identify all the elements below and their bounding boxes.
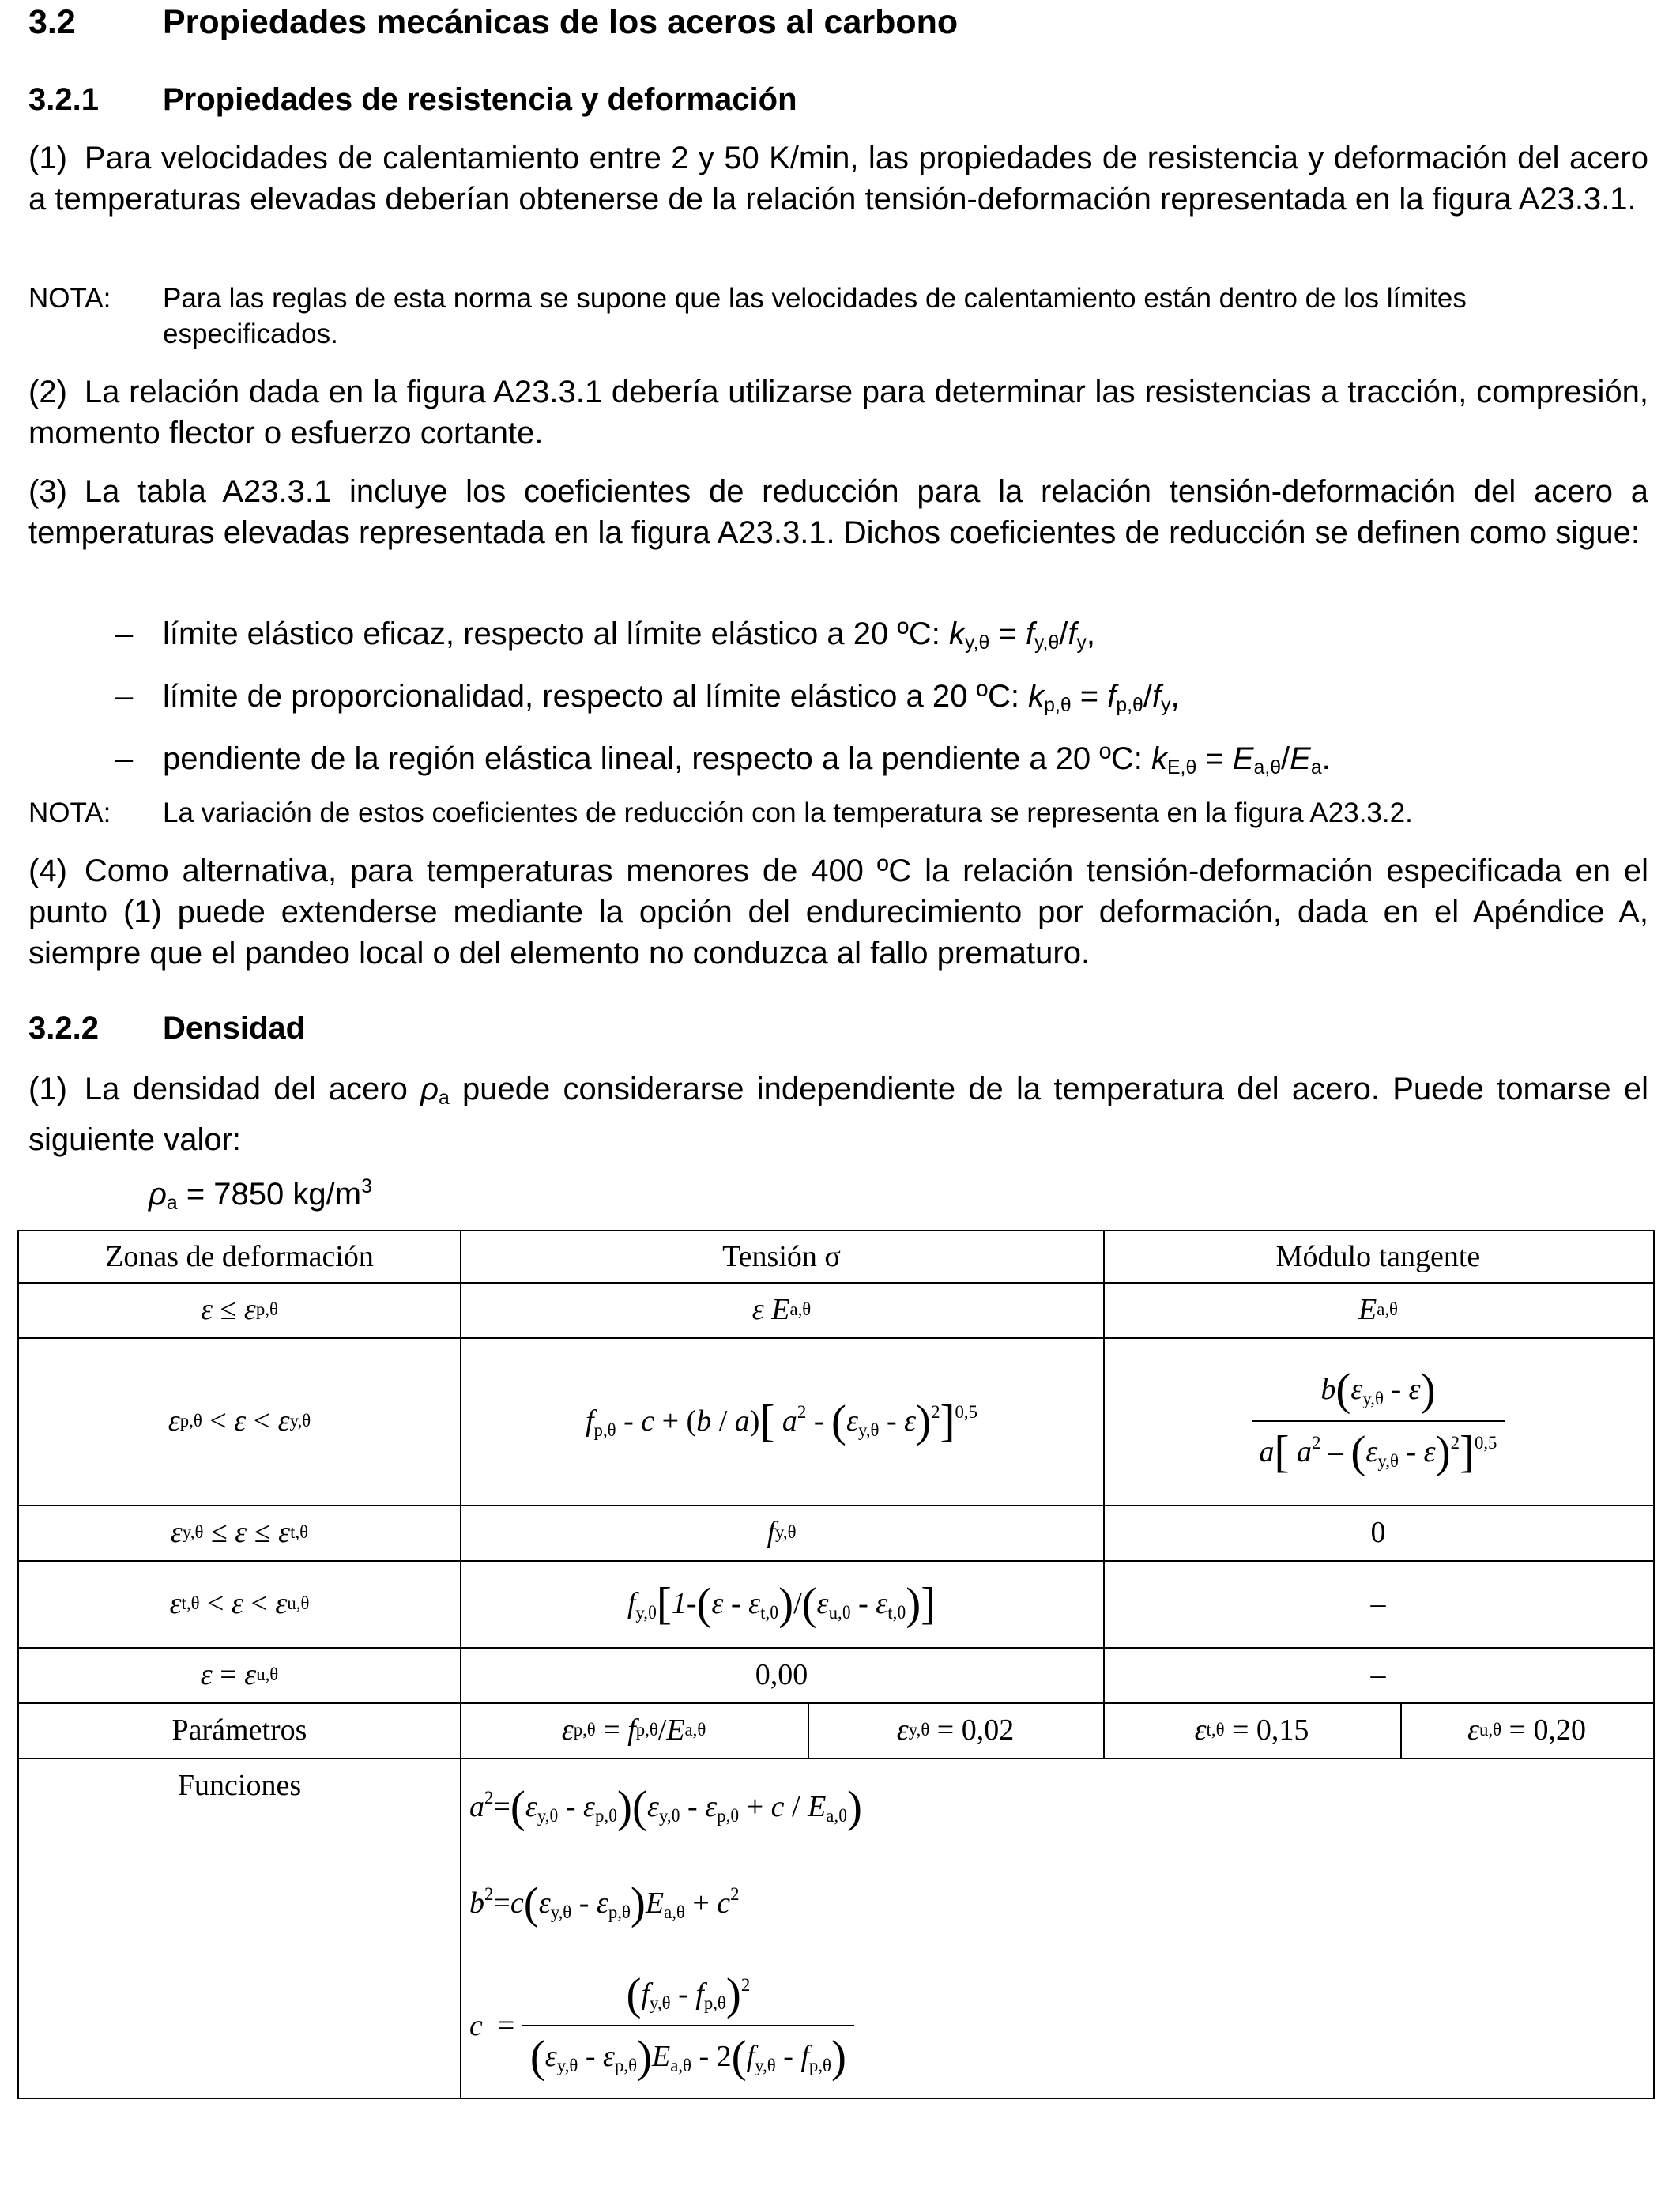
section-title: Propiedades mecánicas de los aceros al carbono [163, 3, 959, 41]
section-number: 3.2 [28, 3, 76, 41]
subsection-number: 3.2.1 [28, 82, 99, 117]
function-c: c = $\frac{(fy,\theta - fp,\theta)^2}{(\varepsilon y,\theta - \varepsilon p,\theta)Ea,\theta - 2(fy,\theta - fp,\theta)}$ [469, 1958, 854, 2093]
note-label: NOTA: [28, 283, 111, 314]
paragraph-1 [28, 138, 1648, 220]
bullet-dash: – [115, 741, 134, 776]
paragraph-4 [28, 850, 1648, 974]
bullet-dash: – [115, 616, 134, 651]
param-eps-t-value: = 0,15 [1232, 1713, 1309, 1747]
param-eps-p: ε p,θ = f p,θ / E a,θ [561, 1713, 706, 1747]
paragraph-text: puede considerarse independiente de la temperatura del acero. Puede tomarse el siguiente valor: [28, 1072, 1648, 1158]
stress-strain-table [17, 1230, 1655, 2099]
paragraph-text: Como alternativa, para temperaturas menores de 400 ºC la relación tensión-deformación especificada en el punto (1) puede extenderse mediante la opción del endurecimiento por deformación, dada en el Apéndice A, siempre que el pandeo local o del elemento no conduzca al fallo prematuro. [28, 854, 1648, 971]
paragraph-text: Para velocidades de calentamiento entre 2 y 50 K/min, las propiedades de resistencia y deformación del acero a temperaturas elevadas deberían obtenerse de la relación tensión-deformación representada en la figura A23.3.1. [28, 141, 1648, 217]
stress-ultimate: 0,00 [755, 1658, 808, 1691]
paragraph-number: (1) [28, 1072, 67, 1106]
bullet-dash: – [115, 679, 134, 714]
modulus-plateau: 0 [1370, 1516, 1386, 1549]
paragraph-number: (1) [28, 141, 67, 175]
paragraph-density: (1) La densidad del acero $\rho_a$ puede considerarse independiente de la temperatura del acero. Puede tomarse el siguiente valor: [28, 1072, 1648, 1158]
subsection-title: Densidad [163, 1011, 306, 1046]
parameters-label: Parámetros [171, 1713, 307, 1747]
param-eps-y: ε y,θ = 0,02 [896, 1713, 1015, 1747]
stress-plateau: f y,θ [767, 1516, 797, 1549]
stress-elastic: ε E a,θ [751, 1293, 812, 1326]
modulus-elastic: E a,θ [1358, 1293, 1398, 1326]
density-value: = 7850 kg/m [177, 1176, 362, 1212]
bullet-text: límite de proporcionalidad, respecto al límite elástico a 20 ºC: [163, 679, 1029, 714]
zone-descending: ε t,θ < ε < ε u,θ [169, 1587, 310, 1620]
note-1 [28, 281, 1648, 352]
header-modulo: Módulo tangente [1275, 1240, 1481, 1273]
zone-ultimate: ε = ε u,θ [200, 1658, 279, 1691]
note-2 [28, 795, 1648, 831]
header-zonas: Zonas de deformación [105, 1240, 374, 1273]
functions-label: Funciones [177, 1769, 302, 1802]
note-text: La variación de estos coeficientes de reducción con la temperatura se representa en la figura A23.3.2. [163, 797, 1413, 828]
density-formula: $\rho_a = 7850$ $kg/m^3$ [149, 1176, 372, 1215]
stress-descending: fy,θ[1-(ε - εt,θ)/(εu,θ - εt,θ)] [627, 1578, 936, 1629]
zone-plateau: ε y,θ ≤ ε ≤ ε t,θ [170, 1516, 309, 1549]
section-heading [28, 0, 959, 44]
function-b: $b^2=c(\varepsilon y,\theta - \varepsilon p,\theta)Ea,\theta + c^2$ [469, 1878, 740, 1928]
stress-elliptic: fp,θ - c + (b / a)[ $a^2 - (\varepsilon y,\theta - \varepsilon)^2]^{0,5}$ [585, 1396, 977, 1446]
subsection-heading-1 [28, 79, 797, 120]
param-eps-u: ε u,θ = 0,20 [1467, 1713, 1586, 1747]
paragraph-text: La relación dada en la figura A23.3.1 debería utilizarse para determinar las resistencias a tracción, compresión, momento flector o esfuerzo cortante. [28, 375, 1648, 450]
paragraph-2 [28, 371, 1648, 454]
paragraph-3 [28, 471, 1648, 553]
paragraph-text: La tabla A23.3.1 incluye los coeficientes de reducción para la relación tensión-deformación del acero a temperaturas elevadas representada en la figura A23.3.1. Dichos coeficientes de reducción se definen como sigue: [28, 474, 1648, 550]
function-a: $a^2=(\varepsilon y,\theta - \varepsilon p,\theta)(\varepsilon y,\theta - \varepsilon p,\theta + c / Ea,\theta)$ [469, 1781, 863, 1832]
subsection-number: 3.2.2 [28, 1011, 99, 1046]
bullet-text: límite elástico eficaz, respecto al límite elástico a 20 ºC: [163, 616, 950, 651]
bullet-text: pendiente de la región elástica lineal, respecto a la pendiente a 20 ºC: [163, 741, 1152, 776]
header-tension: Tensión σ [722, 1240, 841, 1273]
param-eps-t: ε t,θ = 0,15 [1194, 1713, 1309, 1747]
modulus-descending: – [1370, 1587, 1386, 1620]
note-text: Para las reglas de esta norma se supone que las velocidades de calentamiento están dentro de los límites especificados. [163, 283, 1467, 349]
subsection-title: Propiedades de resistencia y deformación [163, 82, 797, 117]
subsection-heading-2 [28, 1008, 306, 1049]
paragraph-number: (3) [28, 474, 67, 509]
paragraph-number: (4) [28, 854, 67, 888]
zone-elastic: ε ≤ ε p,θ [201, 1293, 278, 1326]
modulus-elliptic: $\frac{b(\varepsilon y,\theta - \varepsilon)}{a[ a^2 - (\varepsilon y,\theta - \varepsilon)^2]^{0,5}}$ [1103, 1337, 1653, 1505]
zone-elliptic: ε p,θ < ε < ε y,θ [168, 1404, 311, 1438]
param-eps-u-value: = 0,20 [1509, 1713, 1586, 1747]
param-eps-y-value: = 0,02 [936, 1713, 1015, 1747]
modulus-ultimate: – [1370, 1658, 1386, 1691]
note-label: NOTA: [28, 797, 111, 828]
paragraph-text: La densidad del acero [84, 1072, 421, 1106]
paragraph-number: (2) [28, 375, 67, 409]
